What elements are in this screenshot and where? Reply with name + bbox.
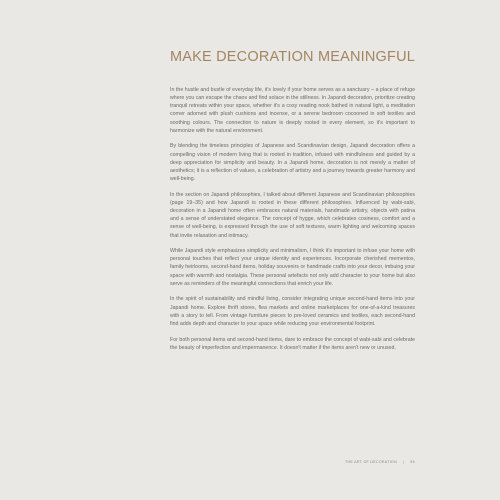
body-paragraph: In the hustle and bustle of everyday life, it's lovely if your home serves as a sanctuary – a place of refuge where you can escape the chaos and find solace in the stillness. In Japandi decoration, prioritize creating tranquil retreats within your space, whether it's a cosy reading nook bathed in natural light, a meditation corner adorned with plush cushions and incense, or a serene bedroom cocooned in soft textiles and soothing colours. The connection to nature is deeply rooted in every element, so it's important to harmonize with the natural environment. <box>170 87 415 134</box>
page-content <box>170 48 415 359</box>
body-paragraph: For both personal items and second-hand items, dare to embrace the concept of wabi-sabi and celebrate the beauty of imperfection and impermanence. It doesn't matter if the items aren't new or unused. <box>170 336 415 351</box>
running-title: THE ART OF DECORATION <box>345 460 398 464</box>
body-paragraph: While Japandi style emphasizes simplicity and minimalism, I think it's important to infuse your home with personal touches that reflect your unique identity and experiences. Incorporate cherished mementos, family heirlooms, second-hand items, holiday souvenirs or handmade crafts into your decor, imbuing your space with warmth and nostalgia. These personal artefacts not only add character to your home but also serve as reminders of the meaningful connections that enrich your life. <box>170 248 415 287</box>
body-paragraph: By blending the timeless principles of Japanese and Scandinavian design, Japandi decoration offers a compelling vision of modern living that is rooted in tradition, infused with mindfulness and guided by a deep appreciation for simplicity and beauty. In a Japandi home, decoration is not merely a matter of aesthetics; it is a reflection of values, a celebration of artistry and a journey towards greater harmony and well-being. <box>170 143 415 183</box>
body-paragraph: In the section on Japandi philosophies, I talked about different Japanese and Scandinavian philosophies (page 19–35) and how Japandi is rooted in these different philosophies. Influenced by wabi-sabi, decoration in a Japandi home often embraces natural materials, handmade artistry, objects with patina and a sense of understated elegance. The concept of hygge, which celebrates cosiness, comfort and a sense of well-being, is expressed through the use of soft textures, warm lighting and welcoming spaces that invite relaxation and intimacy. <box>170 191 415 239</box>
page-footer <box>345 460 415 464</box>
body-paragraph: In the spirit of sustainability and mindful living, consider integrating unique second-hand items into your Japandi home. Explore thrift stores, flea markets and online marketplaces for one-of-a-kind treasures with a story to tell. From vintage furniture pieces to pre-loved ceramics and textiles, each second-hand find adds depth and character to your space while reducing your environmental footprint. <box>170 296 415 327</box>
footer-separator: | <box>403 460 405 464</box>
page-number: 95 <box>410 460 415 464</box>
page-title: MAKE DECORATION MEANINGFUL <box>170 49 416 65</box>
